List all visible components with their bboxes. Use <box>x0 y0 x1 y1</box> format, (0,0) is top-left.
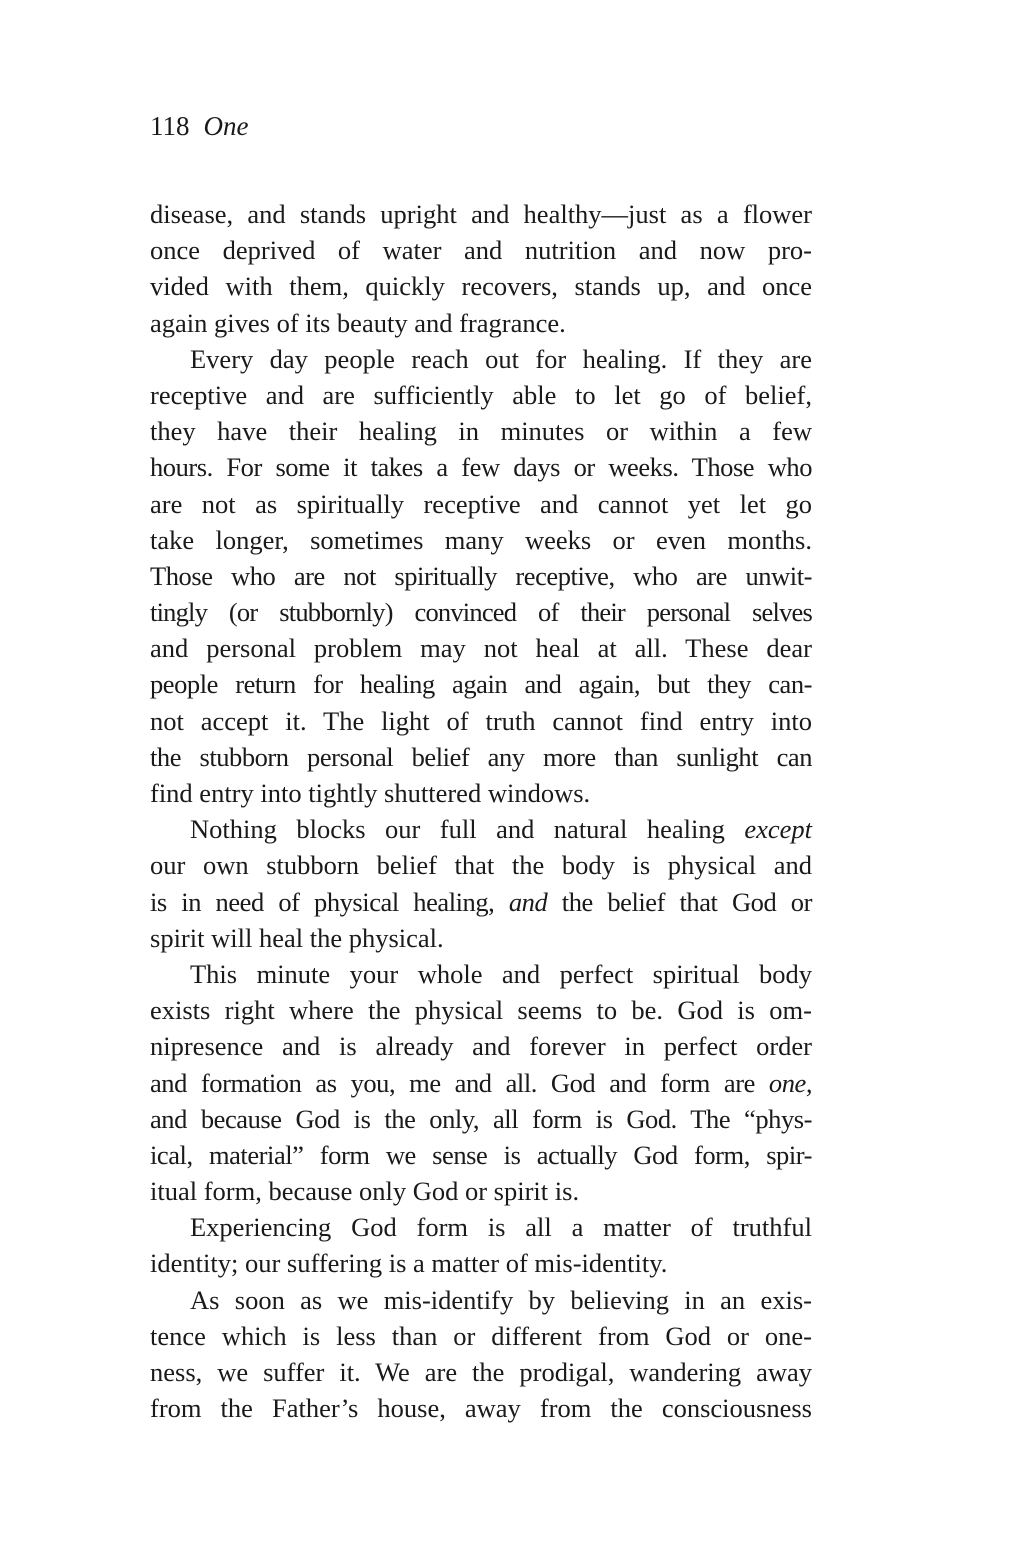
paragraph-2 <box>150 341 812 811</box>
book-page <box>150 0 812 1562</box>
paragraph-3 <box>150 811 812 956</box>
text-run: is in need of physical healing, <box>150 886 509 917</box>
paragraph-1 <box>150 196 812 341</box>
paragraph-5 <box>150 1209 812 1281</box>
text-run: the belief that God or <box>547 886 812 917</box>
text-line: Every day people reach out for healing. If they are <box>190 343 812 374</box>
text-line: identity; our suffering is a matter of mis-identity. <box>150 1248 668 1279</box>
text-line: tingly (or stubbornly) convinced of their personal selves <box>150 597 812 628</box>
text-line: spirit will heal the physical. <box>150 922 444 953</box>
text-line: once deprived of water and nutrition and now pro- <box>150 235 812 266</box>
text-line: receptive and are sufficiently able to let go of belief, <box>150 379 812 410</box>
running-head <box>150 110 248 142</box>
text-line: the stubborn personal belief any more than sunlight can <box>150 741 812 772</box>
book-title: One <box>203 111 249 141</box>
text-line: hours. For some it takes a few days or weeks. Those who <box>150 452 812 483</box>
text-line: take longer, sometimes many weeks or even months. <box>150 524 812 555</box>
text-line: not accept it. The light of truth cannot find entry into <box>150 705 812 736</box>
page-number: 118 <box>150 111 190 141</box>
text-line: again gives of its beauty and fragrance. <box>150 307 566 338</box>
text-line: vided with them, quickly recovers, stands up, and once <box>150 271 812 302</box>
text-run: and formation as you, me and all. God and form are <box>150 1067 769 1098</box>
text-line: from the Father’s house, away from the consciousness <box>150 1393 812 1424</box>
text-line <box>150 1065 812 1101</box>
text-line: disease, and stands upright and healthy—just as a flower <box>150 199 812 229</box>
text-line: Those who are not spiritually receptive, who are unwit- <box>150 560 812 591</box>
paragraph-6 <box>150 1282 812 1427</box>
text-line: they have their healing in minutes or within a few <box>150 416 812 447</box>
text-line: tence which is less than or different from God or one- <box>150 1320 812 1351</box>
body-text <box>150 196 812 1426</box>
text-line: and personal problem may not heal at all. These dear <box>150 633 812 664</box>
italic-run: except <box>744 814 812 845</box>
text-line: exists right where the physical seems to be. God is om- <box>150 995 812 1026</box>
text-line: are not as spiritually receptive and cannot yet let go <box>150 488 812 519</box>
text-line: people return for healing again and again, but they can- <box>150 669 812 700</box>
paragraph-4 <box>150 956 812 1209</box>
text-line: This minute your whole and perfect spiritual body <box>190 958 812 989</box>
text-line: itual form, because only God or spirit is. <box>150 1176 580 1207</box>
text-line: As soon as we mis-identify by believing in an exis- <box>190 1284 812 1315</box>
italic-run: and <box>508 886 548 917</box>
text-line: our own stubborn belief that the body is physical and <box>150 850 812 881</box>
text-line: and because God is the only, all form is God. The “phys- <box>150 1103 812 1134</box>
text-run: Nothing blocks our full and natural healing <box>190 814 745 845</box>
text-line: ical, material” form we sense is actually God form, spir- <box>150 1139 812 1170</box>
text-line: find entry into tightly shuttered windows. <box>150 778 591 808</box>
text-line <box>150 811 812 847</box>
text-line: Experiencing God form is all a matter of truthful <box>190 1212 812 1243</box>
italic-run: one, <box>768 1067 812 1098</box>
text-line: nipresence and is already and forever in perfect order <box>150 1031 812 1062</box>
text-line <box>150 884 812 920</box>
text-line: ness, we suffer it. We are the prodigal, wandering away <box>150 1357 812 1387</box>
